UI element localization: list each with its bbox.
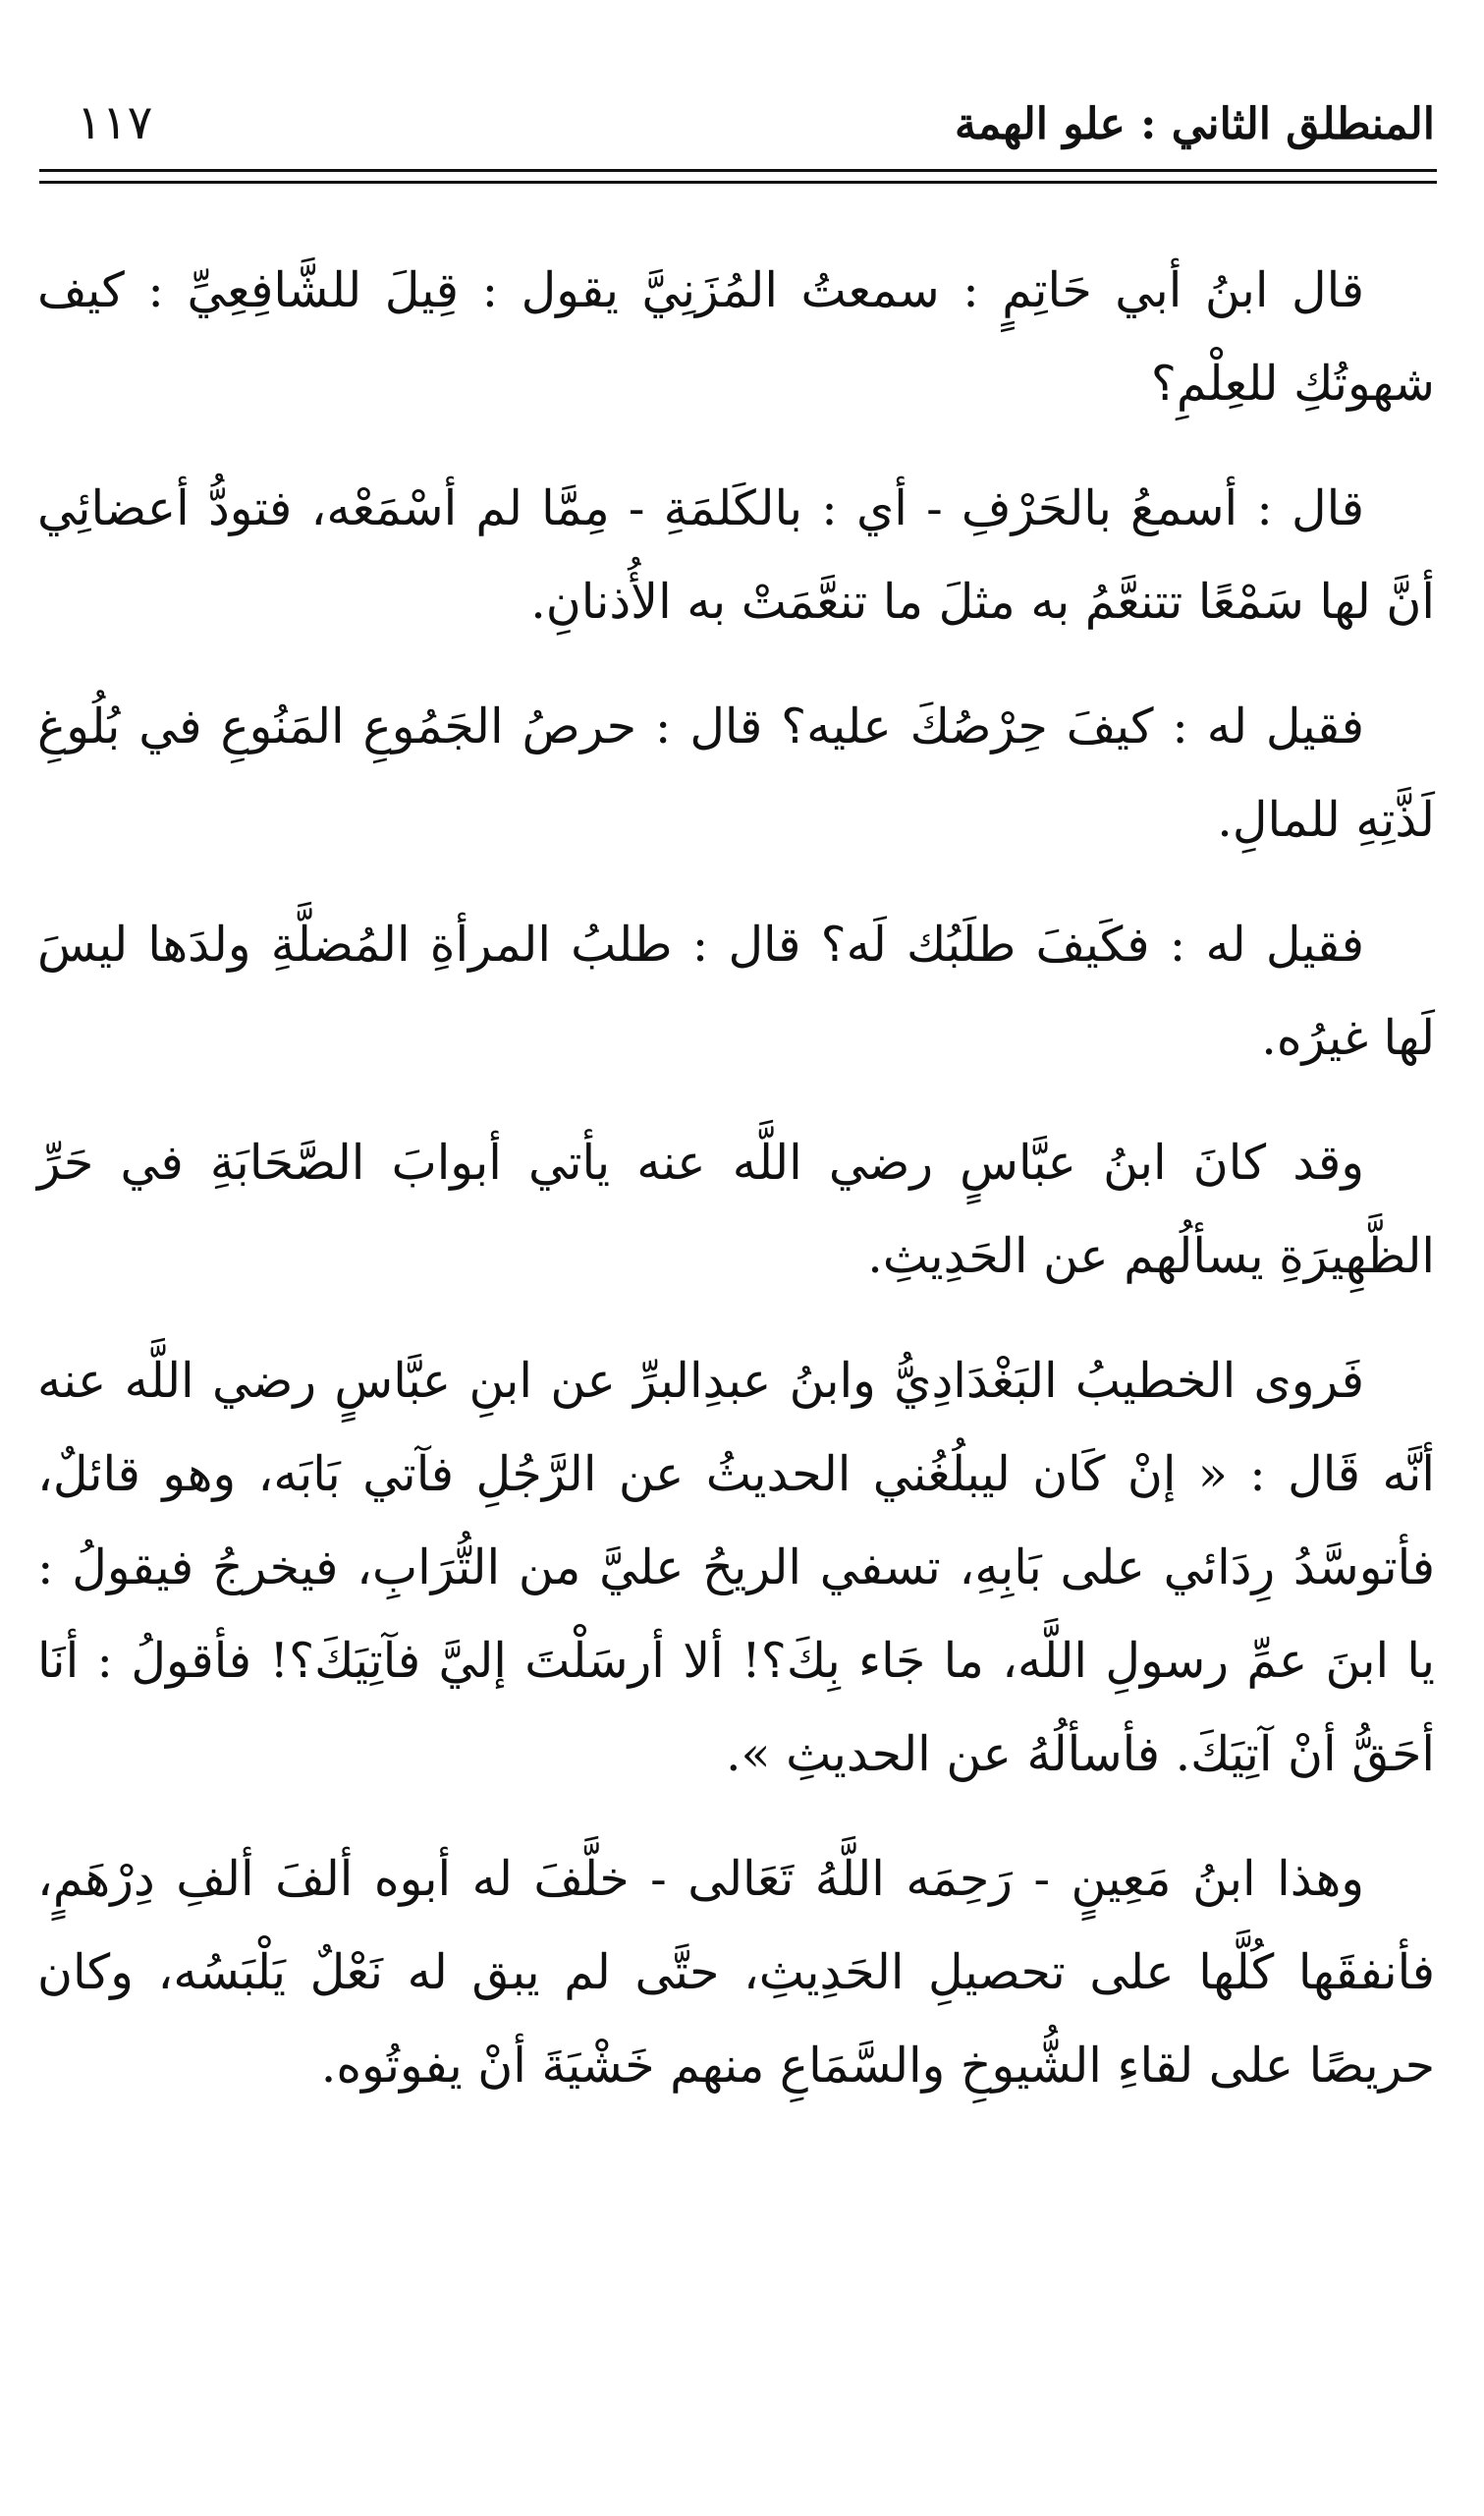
header-rule-bottom bbox=[39, 181, 1437, 184]
paragraph-7: وهذا ابنُ مَعِينٍ - رَحِمَه اللَّهُ تَعَالى - خلَّفَ له أبوه ألفَ ألفِ دِرْهَمٍ، فأنفقَها كُلَّها على تحصيلِ الحَدِيثِ، حتَّى لم يبق له نَعْلٌ يَلْبَسُه، وكان حريصًا على لقاءِ الشُّيوخِ والسَّمَاعِ منهم خَشْيَةَ أنْ يفوتُوه. bbox=[37, 1851, 1435, 2094]
paragraph-3: فقيل له : كيفَ حِرْصُكَ عليه؟ قال : حرصُ الجَمُوعِ المَنُوعِ في بُلُوغِ لَذَّتِهِ للمالِ. bbox=[37, 699, 1435, 848]
page-number: ١١٧ bbox=[77, 95, 153, 150]
running-title: المنطلق الثاني : علو الهمة bbox=[955, 99, 1435, 149]
paragraph-6: فَروى الخطيبُ البَغْدَادِيُّ وابنُ عبدِالبرِّ عن ابنِ عبَّاسٍ رضي اللَّه عنه أنَّه قَال : « إنْ كَان ليبلُغُني الحديثُ عن الرَّجُلِ فآتي بَابَه، وهو قائلٌ، فأتوسَّدُ رِدَائي على بَابِهِ، تسفي الريحُ عليَّ من التُّرَابِ، فيخرجُ فيقولُ : يا ابنَ عمِّ رسولِ اللَّه، ما جَاء بِكَ؟! ألا أرسَلْتَ إليَّ فآتِيَكَ؟! فأقولُ : أنَا أحَقُّ أنْ آتِيَكَ. فأسألُهُ عن الحديثِ ». bbox=[37, 1353, 1435, 1782]
paragraph-5: وقد كانَ ابنُ عبَّاسٍ رضي اللَّه عنه يأتي أبوابَ الصَّحَابَةِ في حَرِّ الظَّهِيرَةِ يسألُهم عن الحَدِيثِ. bbox=[37, 1135, 1435, 1284]
body-text bbox=[37, 244, 1435, 2144]
paragraph-2: قال : أسمعُ بالحَرْفِ - أي : بالكَلمَةِ - مِمَّا لم أسْمَعْه، فتودُّ أعضائِي أنَّ لها سَمْعًا تتنعَّمُ به مثلَ ما تنعَّمَتْ به الأُذنانِ. bbox=[37, 480, 1435, 630]
page-header bbox=[49, 93, 1435, 162]
paragraph-1: قال ابنُ أبي حَاتِمٍ : سمعتُ المُزَنِيَّ يقول : قِيلَ للشَّافِعِيِّ : كيف شهوتُكِ للعِلْمِ؟ bbox=[37, 262, 1435, 412]
header-rule-top bbox=[39, 169, 1437, 172]
paragraph-4: فقيل له : فكَيفَ طلَبُك لَه؟ قال : طلبُ المرأةِ المُضلَّةِ ولدَها ليسَ لَها غيرُه. bbox=[37, 917, 1435, 1066]
